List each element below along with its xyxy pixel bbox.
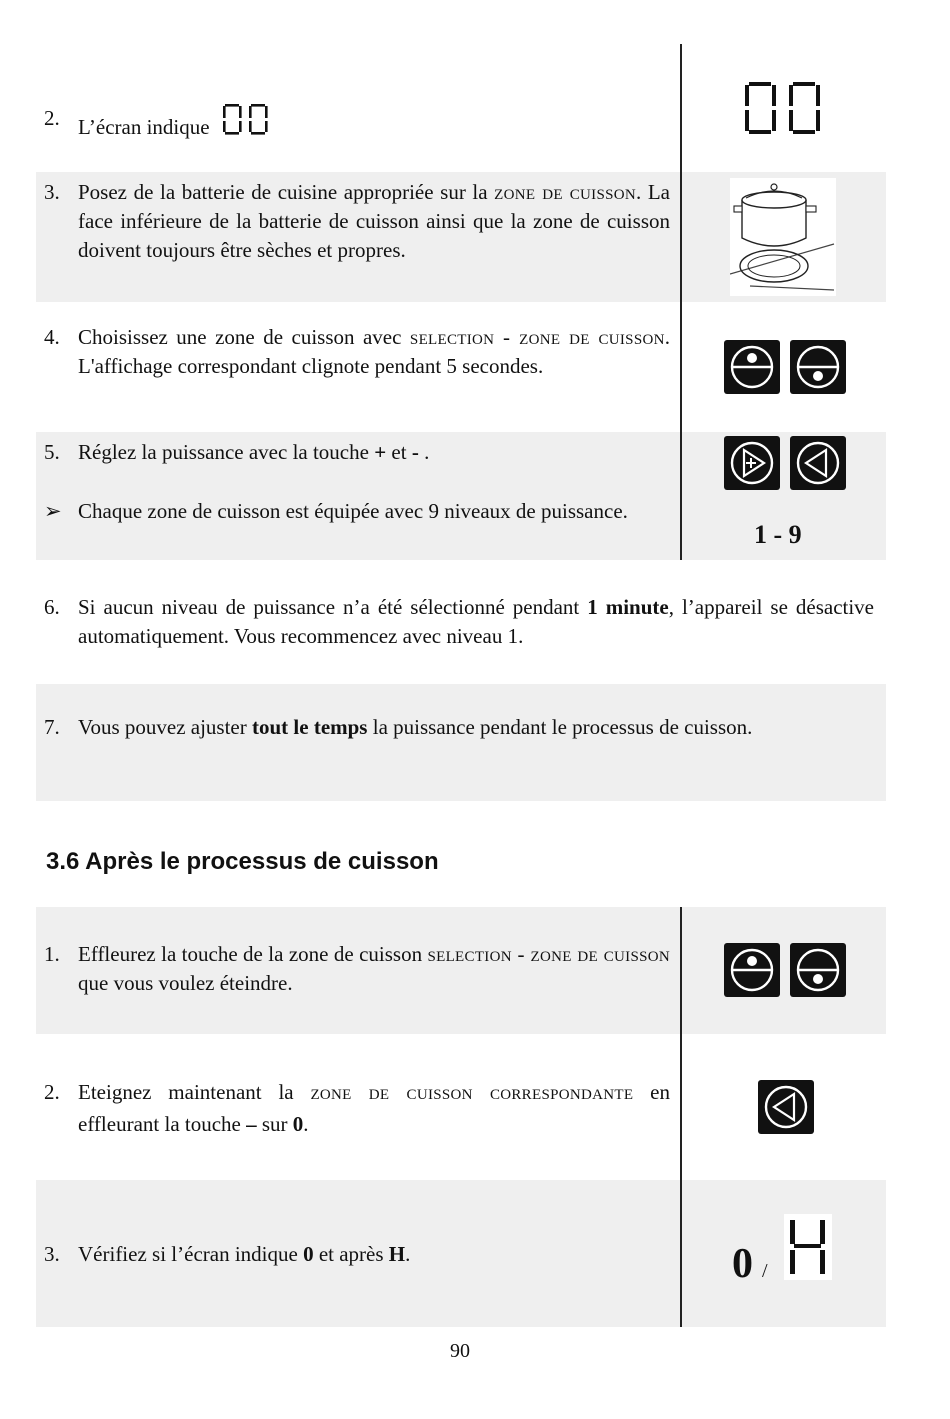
minus-key-label: -	[411, 440, 419, 464]
step-5	[44, 438, 670, 467]
page-number: 90	[450, 1340, 470, 1362]
zone-select-down-icon	[790, 340, 846, 394]
plus-triangle-icon	[724, 436, 780, 490]
step-text: . L'affichage correspondant clignote pendant 5 secondes.	[78, 325, 670, 378]
bullet-text: Chaque zone de cuisson est équipée avec 9 niveaux de puissance.	[78, 499, 628, 523]
column-divider-top	[680, 44, 682, 560]
step-text: que vous voulez éteindre.	[78, 971, 293, 995]
step-bold: 1 minute	[587, 595, 669, 619]
step-text: en effleurant la touche	[78, 1080, 670, 1136]
minus-triangle-icon	[758, 1080, 814, 1134]
section-title: 3.6 Après le processus de cuisson	[46, 848, 439, 875]
step-4	[44, 323, 670, 381]
step-text: . La face inférieure de la batterie de cuisson ainsi que la zone de cuisson doivent toujours être sèches et propres.	[78, 180, 671, 262]
zone-select-up-icon	[724, 340, 780, 394]
step-text: Eteignez maintenant la	[78, 1080, 311, 1104]
step-text: L’écran indique	[78, 115, 210, 139]
step-smallcaps: zone de cuisson	[494, 180, 637, 204]
step-number: 3.	[44, 180, 60, 204]
step-number: 5.	[44, 440, 60, 464]
display-00-large	[742, 82, 828, 141]
step-text: et après	[313, 1242, 389, 1266]
plus-key-label: +	[374, 440, 387, 464]
step-smallcaps: selection - zone de cuisson	[409, 325, 665, 349]
step-text: Choisissez une zone de cuisson avec	[78, 325, 410, 349]
minus-button-after	[758, 1080, 814, 1139]
step-number: 1.	[44, 942, 60, 966]
step-number: 2.	[44, 1080, 60, 1104]
step-number: 6.	[44, 595, 60, 619]
power-range-label: 1 - 9	[754, 520, 802, 549]
seven-segment-00-icon	[221, 104, 273, 136]
step-text: .	[303, 1112, 309, 1136]
seven-segment-h-icon	[784, 1214, 832, 1280]
display-h	[784, 1214, 832, 1285]
final-display-slash: /	[762, 1260, 768, 1282]
zone-select-buttons-after	[724, 943, 846, 1002]
cooking-pot-image	[730, 178, 836, 301]
zone-select-buttons-top	[724, 340, 846, 399]
step-text: .	[418, 440, 430, 464]
step-6	[44, 593, 874, 651]
step-number: 7.	[44, 715, 60, 739]
step-text: la puissance pendant le processus de cuisson.	[367, 715, 753, 739]
cooking-pot-icon	[730, 178, 836, 296]
power-buttons	[724, 436, 846, 495]
step-number: 3.	[44, 1242, 60, 1266]
step-7	[44, 713, 874, 742]
step-bold: H	[388, 1242, 406, 1266]
step-text: Vérifiez si l’écran indique	[78, 1242, 304, 1266]
after-step-2	[44, 1076, 670, 1140]
zone-select-down-icon	[790, 943, 846, 997]
step-text: Effleurez la touche de la zone de cuisson	[78, 942, 428, 966]
step-2	[44, 104, 670, 142]
step-3	[44, 178, 670, 265]
step-bold: 0	[303, 1242, 314, 1266]
after-step-3	[44, 1240, 670, 1269]
step-text: et	[386, 440, 412, 464]
step-text: Si aucun niveau de puissance n’a été sélectionné pendant	[78, 595, 588, 619]
step-bold: 0	[292, 1112, 304, 1136]
step-text: Vous pouvez ajuster	[78, 715, 252, 739]
final-display-zero: 0	[732, 1241, 753, 1287]
seven-segment-00-icon	[742, 82, 828, 136]
step-smallcaps: selection - zone de cuisson	[427, 942, 670, 966]
row-band-step7	[36, 684, 886, 801]
bullet-power-levels	[44, 497, 670, 526]
step-text: sur	[256, 1112, 293, 1136]
bullet-arrow-icon: ➢	[44, 499, 62, 523]
step-number: 4.	[44, 325, 60, 349]
step-number: 2.	[44, 106, 60, 130]
step-text: .	[405, 1242, 411, 1266]
step-bold: tout le temps	[252, 715, 368, 739]
minus-key-label: –	[246, 1112, 257, 1136]
zone-select-up-icon	[724, 943, 780, 997]
step-text: Réglez la puissance avec la touche	[78, 440, 375, 464]
minus-triangle-icon	[790, 436, 846, 490]
step-text: Posez de la batterie de cuisine appropriée sur la	[78, 180, 495, 204]
step-smallcaps: zone de cuisson correspondante	[310, 1080, 634, 1104]
after-step-1	[44, 940, 670, 998]
column-divider-bottom	[680, 907, 682, 1327]
step-text: , l’appareil se désactive automatiquement. Vous recommencez avec niveau 1.	[78, 595, 875, 648]
